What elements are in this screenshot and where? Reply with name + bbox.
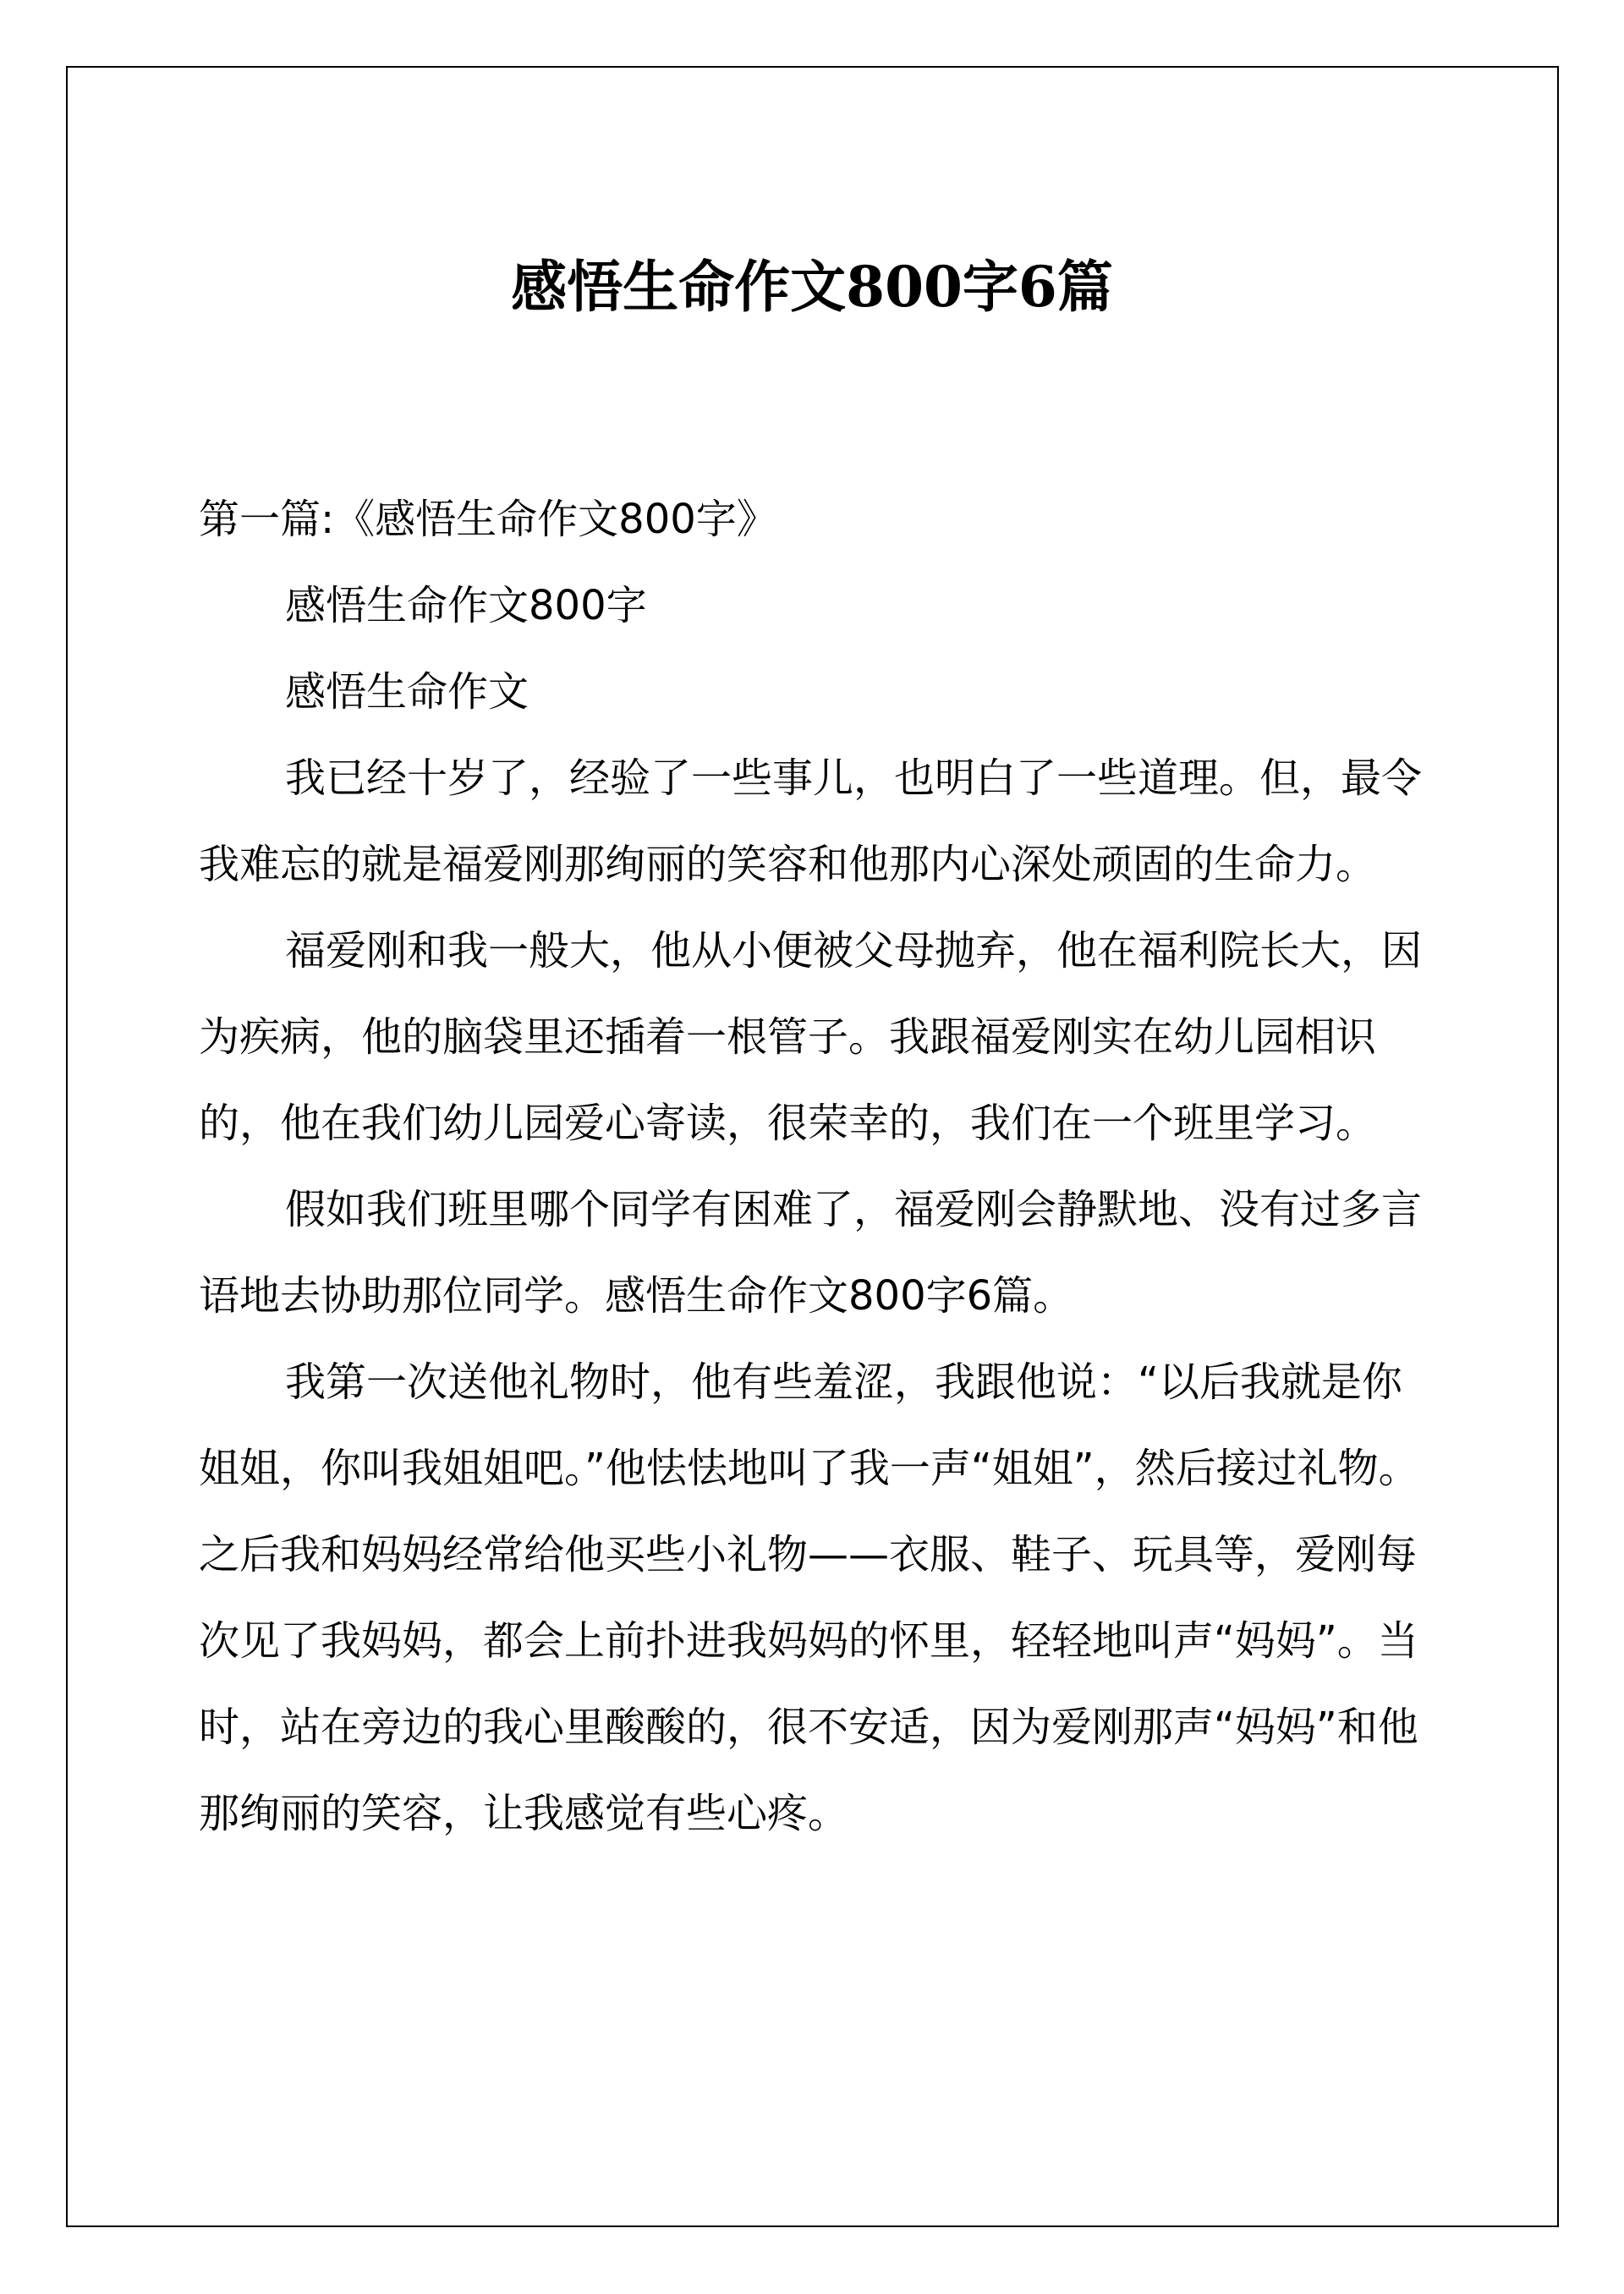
paragraph: 感悟生命作文 [285,668,529,716]
paragraph: 我已经十岁了，经验了一些事儿，也明白了一些道理。但，最令我难忘的就是福爱刚那绚丽的笑容和他那内心深处顽固的生命力。 [199,755,1423,888]
paragraph: 福爱刚和我一般大，他从小便被父母抛弃，他在福利院长大，因为疾病，他的脑袋里还插着一根管子。我跟福爱刚实在幼儿园相识的，他在我们幼儿园爱心寄读，很荣幸的，我们在一个班里学习。 [199,927,1423,1147]
paragraph: 我第一次送他礼物时，他有些羞涩，我跟他说：“以后我就是你姐姐，你叫我姐姐吧。”他怯怯地叫了我一声“姐姐”，然后接过礼物。之后我和妈妈经常给他买些小礼物——衣服、鞋子、玩具等，爱刚每次见了我妈妈，都会上前扑进我妈妈的怀里，轻轻地叫声“妈妈”。当时，站在旁边的我心里酸酸的，很不安适，因为爱刚那声“妈妈”和他那绚丽的笑容，让我感觉有些心疼。 [199,1358,1419,1837]
document-body [199,476,1434,1857]
section-heading: 第一篇:《感悟生命作文800字》 [199,496,777,543]
paragraph: 感悟生命作文800字 [285,582,647,629]
document-title: 感悟生命作文800字6篇 [511,254,1113,320]
paragraph: 假如我们班里哪个同学有困难了，福爱刚会静默地、没有过多言语地去协助那位同学。感悟生命作文800字6篇。 [199,1186,1423,1320]
